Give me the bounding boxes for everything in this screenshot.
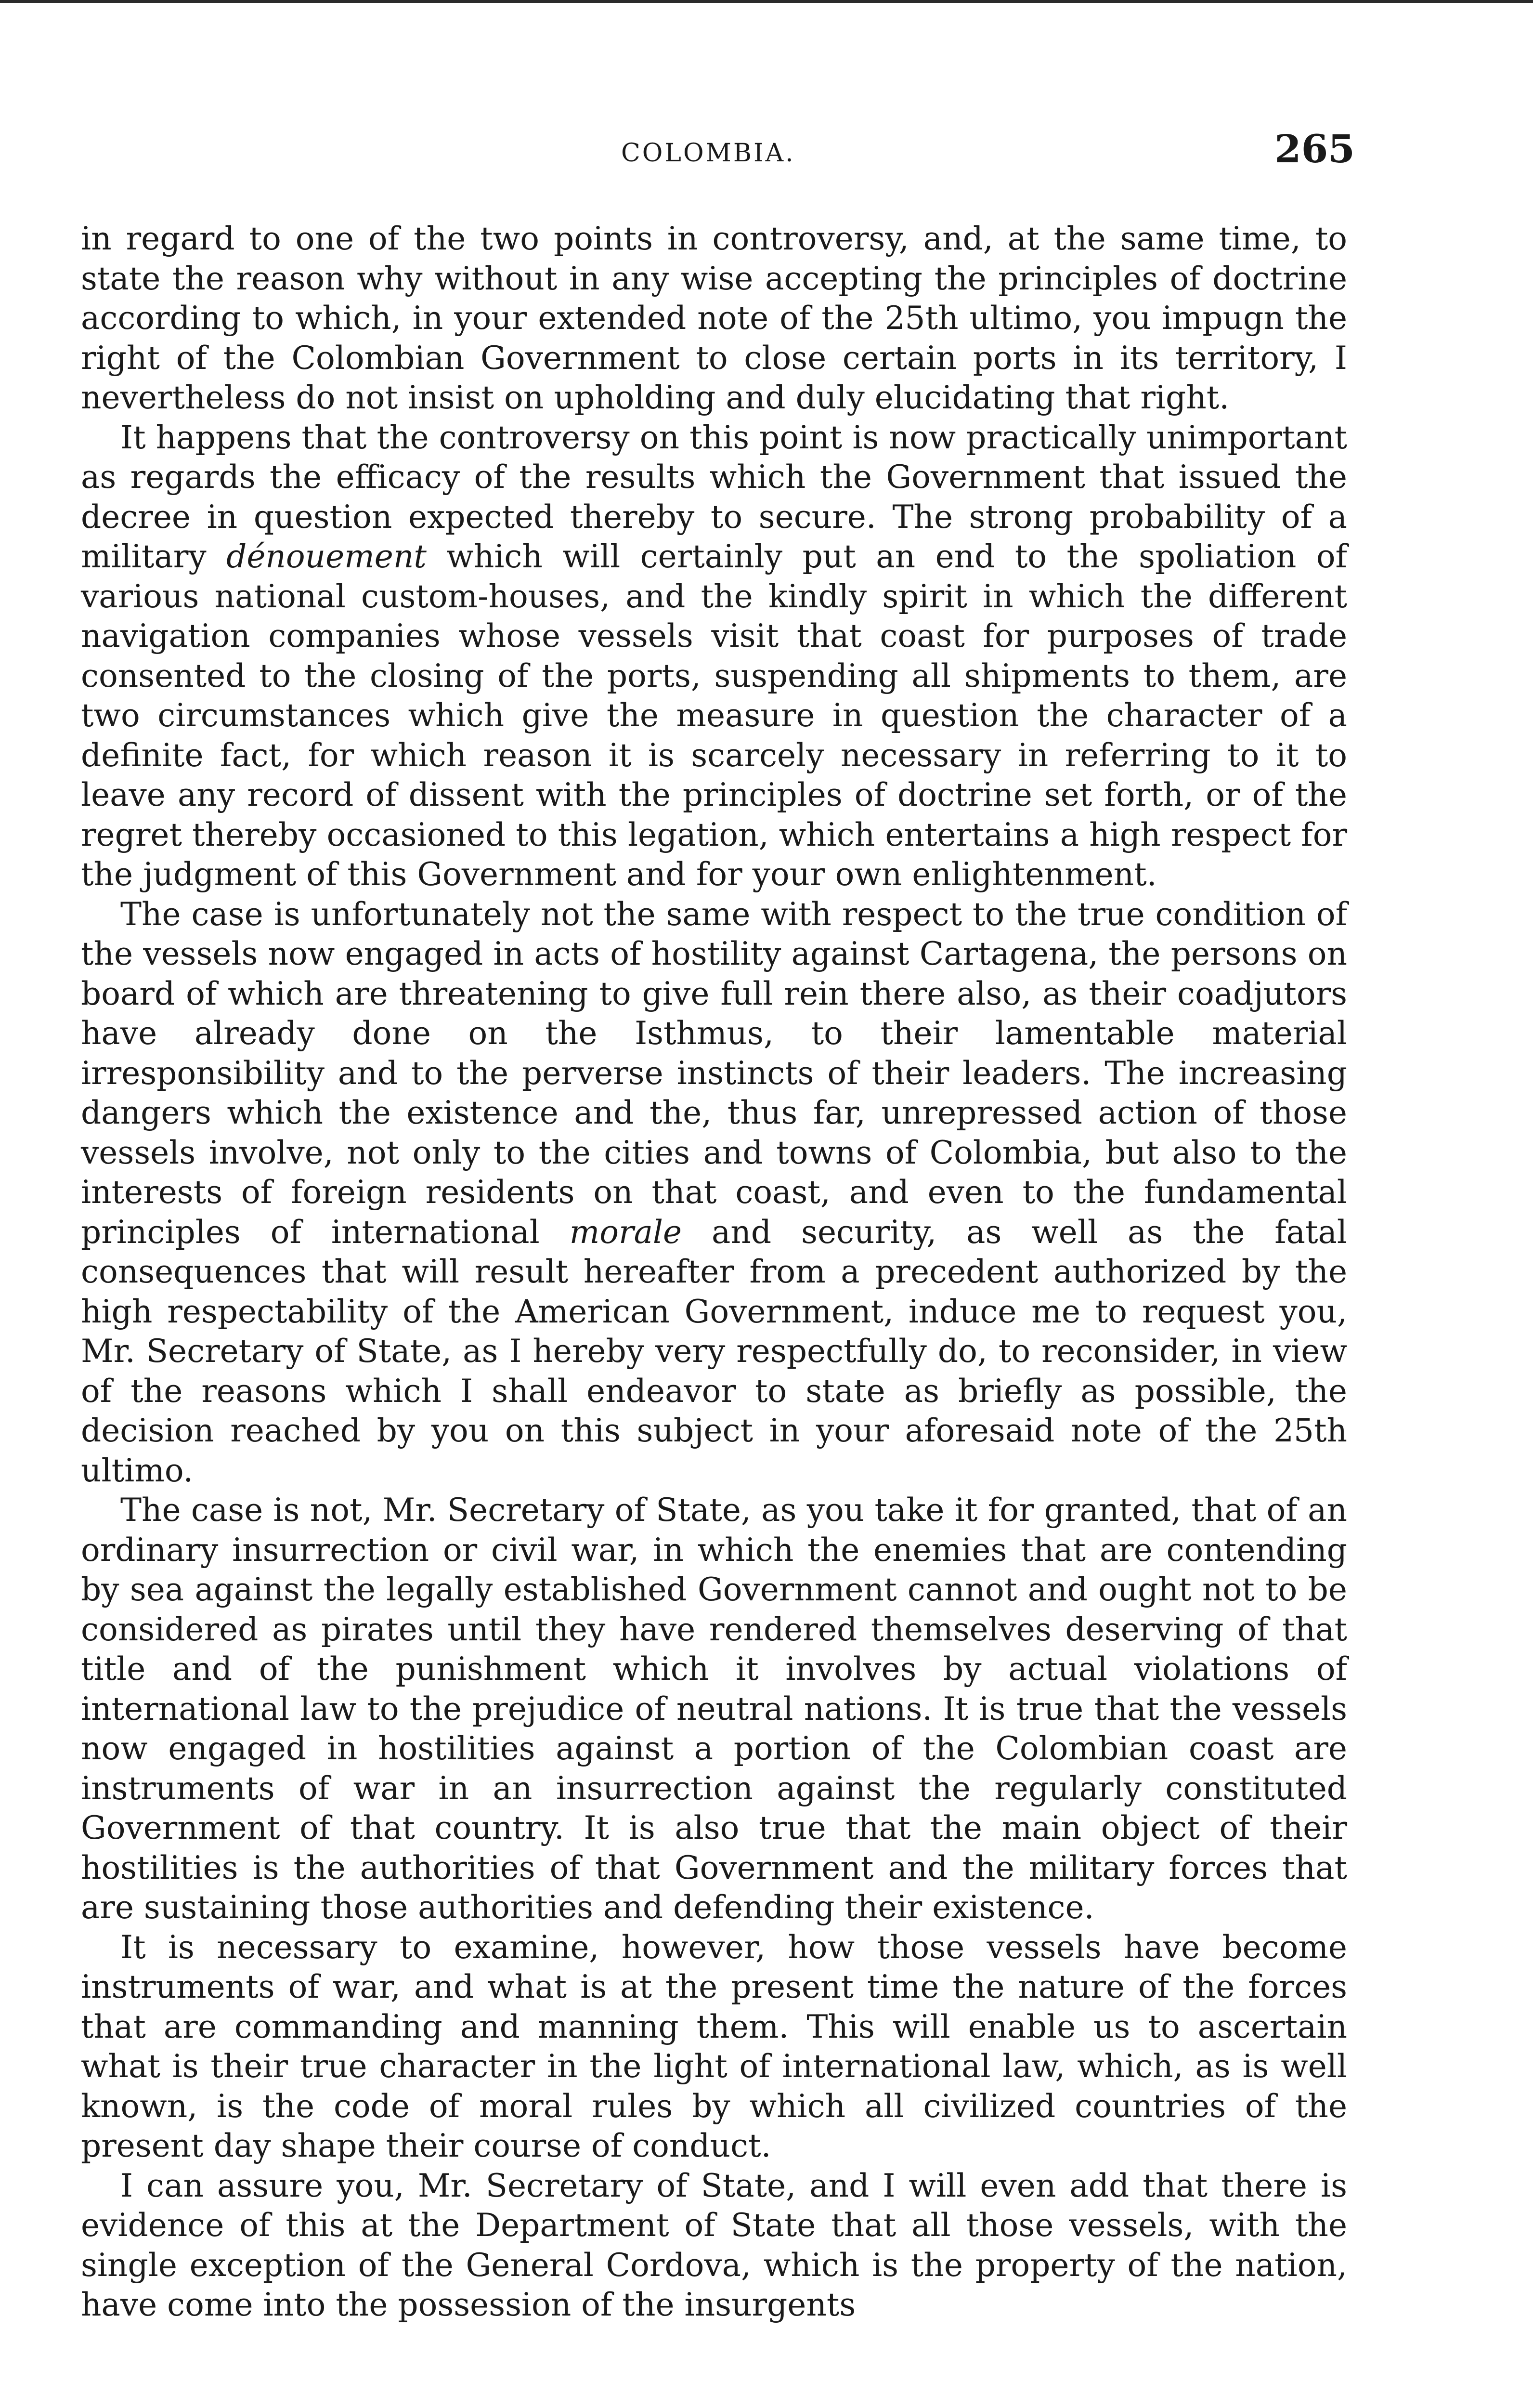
paragraph [81,1491,1347,1928]
paragraph-text: in regard to one of the two points in controversy, and, at the same time, to state the reason why without in any wise accepting the principles of doctrine according to which, in your extended note of the 25th ultimo, you impugn the right of the Colombian Government to close certain ports in its territory, I nevertheless do not insist on upholding and duly elucidating that right. [81,220,1347,416]
paragraph-text: It is necessary to examine, however, how those vessels have become instruments of war, and what is at the present time the nature of the forces that are commanding and manning them. This will enable us to ascertain what is their true character in the light of international law, which, as is well known, is the code of moral rules by which all civilized countries of the present day shape their course of conduct. [81,1928,1347,2164]
paragraph [81,219,1347,418]
italic-term: dénouement [226,538,427,575]
body-text [81,219,1347,2325]
page-number: 265 [1274,126,1355,171]
paragraph [81,418,1347,895]
running-head: COLOMBIA. [621,139,795,168]
paragraph-text: The case is not, Mr. Secretary of State, as you take it for granted, that of an ordinary insurrection or civil war, in which the enemies that are contending by sea against the legally established Government cannot and ought not to be considered as pirates until they have rendered themselves deserving of that title and of the punishment which it involves by actual violations of international law to the prejudice of neutral nations. It is true that the vessels now engaged in hostilities against a portion of the Colombian coast are instruments of war in an insurrection against the regularly constituted Government of that country. It is also true that the main object of their hostilities is the authorities of that Government and the military forces that are sustaining those authorities and defending their existence. [81,1492,1347,1926]
paragraph-text: It happens that the controversy on this point is now practically unimportant as regards the efficacy of the results which the Government that issued the decree in question expected thereby to secure. The strong probability of a military [81,419,1347,575]
paragraph [81,895,1347,1491]
paragraph-text: and security, as well as the fatal consequences that will result hereafter from a precedent authorized by the high respectability of the American Government, induce me to request you, Mr. Secretary of State, as I hereby very respectfully do, to reconsider, in view of the reasons which I shall endeavor to state as briefly as possible, the decision reached by you on this subject in your aforesaid note of the 25th ultimo. [81,1213,1347,1489]
top-rule [0,0,1533,3]
paragraph-text: The case is unfortunately not the same with respect to the true condition of the vessels now engaged in acts of hostility against Cartagena, the persons on board of which are threatening to give full rein there also, as their coadjutors have already done on the Isthmus, to their lamentable material irresponsibility and to the perverse instincts of their leaders. The increasing dangers which the existence and the, thus far, unrepressed action of those vessels involve, not only to the cities and towns of Colombia, but also to the interests of foreign residents on that coast, and even to the fundamental principles of international [81,895,1347,1251]
paragraph [81,1928,1347,2166]
paragraph-text: which will certainly put an end to the spoliation of various national custom-houses, and the kindly spirit in which the different navigation companies whose vessels visit that coast for purposes of trade consented to the closing of the ports, suspending all shipments to them, are two circumstances which give the measure in question the character of a definite fact, for which reason it is scarcely necessary in referring to it to leave any record of dissent with the principles of doctrine set forth, or of the regret thereby occasioned to this legation, which entertains a high respect for the judgment of this Government and for your own enlightenment. [81,538,1347,893]
paragraph [81,2166,1347,2325]
italic-term: morale [569,1213,682,1251]
paragraph-text: I can assure you, Mr. Secretary of State, and I will even add that there is evidence of this at the Department of State that all those vessels, with the single exception of the General Cordova, which is the property of the nation, have come into the possession of the insurgents [81,2167,1347,2323]
